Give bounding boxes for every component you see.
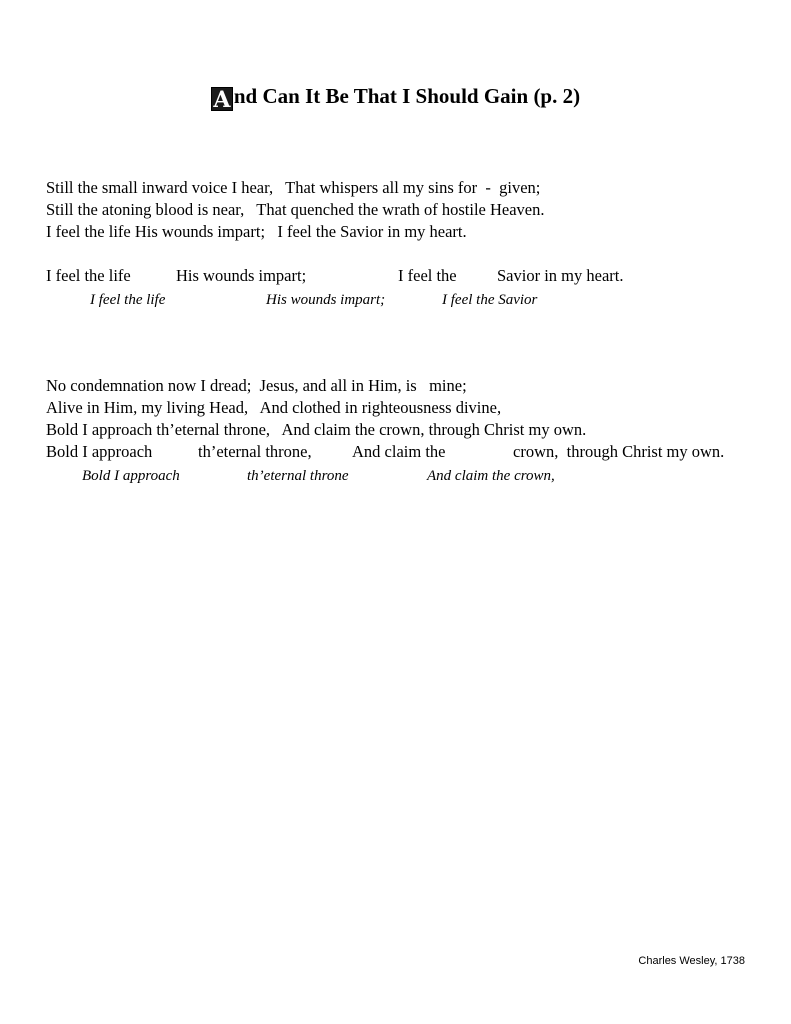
verse-line: Still the small inward voice I hear, That whispers all my sins for - given; (46, 178, 541, 197)
verse-line: I feel the life His wounds impart; I feel the Savior in my heart. (46, 222, 467, 241)
echo-segment: His wounds impart; (266, 292, 386, 308)
ornamental-drop-cap: A (211, 87, 233, 111)
verse-line: Bold I approach th’eternal throne, And claim the crown, through Christ my own. (46, 420, 587, 439)
author-credit: Charles Wesley, 1738 (638, 955, 745, 967)
refrain-segment: Savior in my heart. (497, 266, 624, 285)
title-text: nd Can It Be That I Should Gain (p. 2) (233, 84, 581, 108)
refrain-segment: I feel the life (46, 266, 131, 285)
echo-segment: Bold I approach (82, 468, 180, 484)
echo-segment: th’eternal throne (247, 468, 349, 484)
refrain-segment: crown, through Christ my own. (513, 442, 725, 461)
verse-line: Still the atoning blood is near, That quenched the wrath of hostile Heaven. (46, 200, 545, 219)
page-title (0, 82, 791, 111)
echo-segment: I feel the Savior (442, 292, 538, 308)
refrain-segment: th’eternal throne, (198, 442, 312, 461)
echo-segment: I feel the life (90, 292, 166, 308)
verse-line: Alive in Him, my living Head, And clothed in righteousness divine, (46, 398, 502, 417)
refrain-segment: Bold I approach (46, 442, 153, 461)
verse-line: No condemnation now I dread; Jesus, and all in Him, is mine; (46, 376, 467, 395)
refrain-segment: I feel the (398, 266, 457, 285)
echo-segment: And claim the crown, (427, 468, 555, 484)
refrain-segment: And claim the (352, 442, 446, 461)
refrain-segment: His wounds impart; (176, 266, 307, 285)
